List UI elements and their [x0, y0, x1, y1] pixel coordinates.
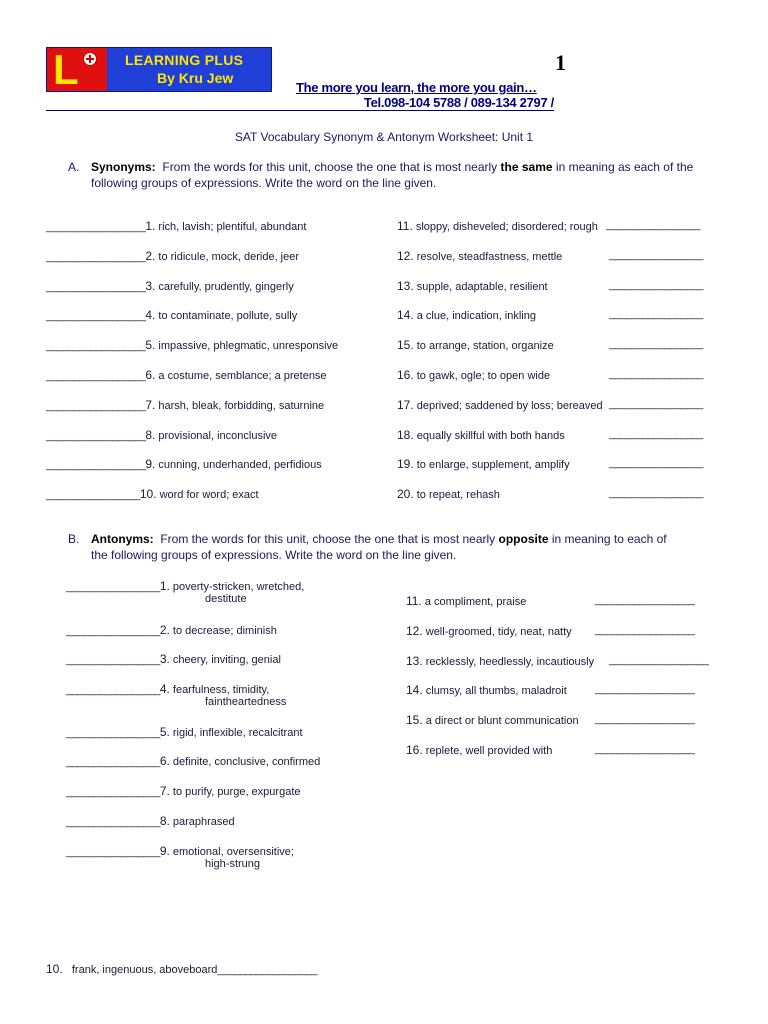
antonym-item-left [66, 784, 301, 798]
answer-blank[interactable]: _________________ [46, 489, 140, 502]
worksheet-title: SAT Vocabulary Synonym & Antonym Worksheet: Unit 1 [234, 130, 534, 144]
item-clue: frank, ingenuous, aboveboard [71, 964, 218, 976]
item-clue: a costume, semblance; a pretense [158, 370, 327, 382]
synonym-item-right [397, 487, 500, 501]
item-number: 14. [406, 683, 423, 697]
telephone: Tel.098-104 5788 / 089-134 2797 / [363, 95, 554, 110]
section-a-text2: in meaning as each of the [555, 160, 694, 174]
item-clue: equally skillful with both hands [416, 429, 565, 442]
item-number: 8. [145, 427, 156, 442]
item-clue: resolve, steadfastness, mettle [416, 250, 563, 263]
synonym-item-left [46, 249, 299, 263]
synonym-item-left [46, 368, 327, 382]
item-clue: to repeat, rehash [416, 489, 500, 502]
synonym-item-right [397, 368, 550, 382]
item-clue: to decrease; diminish [172, 625, 277, 637]
antonym-item-right [406, 713, 579, 727]
item-number: 13. [406, 654, 423, 668]
item-clue: to enlarge, supplement, amplify [416, 459, 570, 472]
item-clue: impassive, phlegmatic, unresponsive [158, 340, 339, 353]
item-clue-continued: high-strung [205, 858, 261, 870]
item-clue: supple, adaptable, resilient [416, 280, 548, 293]
header-rule [46, 110, 554, 111]
section-a-text3: following groups of expressions. Write the word on the line given. [91, 176, 437, 190]
section-a-emph: the same [500, 160, 553, 174]
item-clue-continued: faintheartedness [205, 696, 287, 708]
answer-blank[interactable]: _________________ [66, 581, 160, 593]
item-clue: cunning, underhanded, perfidious [158, 459, 322, 472]
item-number: 5. [145, 338, 156, 353]
item-number: 3. [145, 278, 156, 293]
item-clue: a clue, indication, inkling [416, 310, 536, 323]
answer-blank[interactable]: __________________ [46, 250, 146, 263]
item-number: 6. [159, 754, 170, 768]
plus-icon [83, 52, 97, 66]
synonym-item-left [46, 308, 297, 322]
item-number: 12. [406, 624, 423, 638]
item-number: 17. [397, 397, 414, 412]
answer-blank[interactable]: _________________ [66, 654, 160, 666]
item-clue: word for word; exact [159, 489, 259, 502]
item-number: 16. [406, 743, 423, 757]
answer-blank[interactable]: _________________ [609, 338, 703, 351]
section-b-label: Antonyms: [91, 532, 154, 546]
synonym-item-left [46, 487, 259, 501]
answer-blank[interactable]: _________________ [609, 368, 703, 380]
item-clue: emotional, oversensitive; [172, 846, 294, 858]
item-number: 4. [145, 308, 156, 323]
section-b-text1: From the words for this unit, choose the one that is most nearly [160, 532, 496, 546]
answer-blank[interactable]: __________________ [217, 964, 317, 976]
section-b-text2: in meaning to each of [551, 532, 667, 546]
synonym-item-right [397, 398, 603, 412]
item-number: 15. [406, 713, 423, 727]
item-clue: definite, conclusive, confirmed [172, 756, 321, 768]
answer-blank[interactable]: _________________ [66, 625, 160, 637]
synonym-item-right [397, 428, 565, 442]
answer-blank[interactable]: __________________ [46, 310, 146, 323]
item-clue: well-groomed, tidy, neat, natty [425, 626, 572, 638]
synonym-item-right [397, 219, 598, 233]
item-number: 2. [159, 623, 170, 637]
item-number: 7. [145, 397, 156, 412]
item-clue: carefully, prudently, gingerly [158, 280, 294, 293]
item-number: 13. [397, 278, 414, 293]
item-clue: rigid, inflexible, recalcitrant [172, 727, 303, 739]
antonym-item-left [66, 652, 281, 666]
item-clue: paraphrased [172, 816, 235, 828]
logo-subtitle: By Kru Jew [157, 70, 234, 86]
section-b-instructions [91, 531, 731, 563]
answer-blank[interactable]: __________________ [595, 624, 695, 636]
motto: The more you learn, the more you gain… [296, 80, 537, 95]
item-number: 9. [145, 457, 156, 472]
item-number: 2. [145, 248, 156, 263]
answer-blank[interactable]: __________________ [46, 340, 146, 353]
item-clue: to arrange, station, organize [416, 340, 554, 353]
item-clue: to ridicule, mock, deride, jeer [158, 250, 300, 263]
item-number: 15. [397, 338, 414, 353]
answer-blank[interactable]: _________________ [66, 816, 160, 828]
answer-blank[interactable]: __________________ [46, 459, 146, 472]
item-number: 9. [159, 844, 170, 858]
antonym-item-left [66, 725, 303, 739]
item-number: 5. [159, 725, 170, 739]
synonym-item-left [46, 279, 294, 293]
answer-blank[interactable]: _________________ [609, 487, 703, 500]
answer-blank[interactable]: __________________ [595, 743, 695, 755]
answer-blank[interactable]: _________________ [609, 308, 703, 321]
item-clue: provisional, inconclusive [158, 429, 278, 442]
section-a-instructions [91, 159, 731, 191]
answer-blank[interactable]: _________________ [66, 786, 160, 798]
answer-blank[interactable]: _________________ [609, 457, 703, 470]
item-clue: replete, well provided with [425, 745, 553, 757]
section-b-letter: B. [68, 532, 80, 546]
antonym-item-left [66, 579, 304, 593]
item-number: 10. [139, 487, 157, 502]
item-number: 3. [159, 652, 170, 666]
item-clue: harsh, bleak, forbidding, saturnine [158, 399, 325, 412]
page-number: 1 [555, 50, 566, 75]
section-a-text1: From the words for this unit, choose the one that is most nearly [162, 160, 498, 174]
answer-blank[interactable]: __________________ [46, 429, 146, 442]
answer-blank[interactable]: __________________ [46, 280, 146, 293]
antonym-item-left [66, 814, 235, 828]
item-clue: rich, lavish; plentiful, abundant [158, 221, 307, 233]
item-clue: to contaminate, pollute, sully [158, 310, 298, 323]
item-number: 16. [397, 368, 414, 382]
item-clue: to purify, purge, expurgate [172, 786, 301, 798]
item-clue: a direct or blunt communication [425, 715, 579, 727]
antonym-item-right [406, 683, 567, 697]
antonym-item-right [406, 594, 526, 608]
synonym-item-right [397, 279, 548, 293]
answer-blank[interactable]: _________________ [609, 397, 703, 410]
antonym-item-10 [46, 962, 317, 976]
synonym-item-right [397, 308, 536, 322]
answer-blank[interactable]: _________________ [66, 846, 160, 858]
item-clue: poverty-stricken, wretched, [172, 581, 305, 593]
synonym-item-left [46, 219, 306, 233]
item-clue: to gawk, ogle; to open wide [416, 370, 551, 382]
item-number: 20. [397, 487, 414, 502]
logo-title: LEARNING PLUS [125, 52, 244, 68]
learning-plus-logo [46, 47, 272, 92]
item-number: 8. [159, 814, 170, 828]
section-a-letter: A. [68, 160, 80, 174]
item-number: 14. [397, 308, 414, 323]
item-clue-continued: destitute [205, 593, 247, 605]
item-number: 7. [159, 784, 170, 798]
synonym-item-left [46, 398, 324, 412]
answer-blank[interactable]: _________________ [609, 278, 703, 291]
answer-blank[interactable]: __________________ [595, 683, 695, 695]
answer-blank[interactable]: _________________ [66, 756, 160, 768]
synonym-item-right [397, 457, 570, 471]
item-number: 11. [397, 219, 413, 233]
item-number: 18. [397, 427, 414, 442]
answer-blank[interactable]: __________________ [609, 654, 709, 666]
antonym-item-left [66, 754, 320, 768]
answer-blank[interactable]: __________________ [46, 399, 146, 412]
section-b-text3: the following groups of expressions. Write the word on the line given. [91, 548, 457, 562]
item-number: 12. [397, 248, 414, 263]
item-number: 4. [159, 682, 170, 696]
item-clue: cheery, inviting, genial [172, 654, 281, 666]
item-number: 11. [406, 594, 422, 608]
answer-blank[interactable]: _________________ [609, 248, 703, 261]
answer-blank[interactable]: _________________ [606, 219, 700, 231]
item-clue: deprived; saddened by loss; bereaved [416, 399, 603, 412]
synonym-item-left [46, 457, 322, 471]
item-clue: recklessly, heedlessly, incautiously [425, 656, 595, 668]
antonym-item-right [406, 743, 552, 757]
synonym-item-left [46, 428, 277, 442]
item-clue: a compliment, praise [424, 596, 527, 608]
item-number: 19. [397, 457, 414, 472]
answer-blank[interactable]: __________________ [46, 221, 146, 233]
answer-blank[interactable]: __________________ [46, 370, 146, 382]
item-number: 1. [159, 579, 170, 593]
antonym-item-left [66, 844, 294, 858]
synonym-item-right [397, 338, 554, 352]
section-a-label: Synonyms: [91, 160, 156, 174]
section-b-emph: opposite [498, 532, 549, 546]
item-clue: clumsy, all thumbs, maladroit [425, 685, 567, 697]
answer-blank[interactable]: _________________ [66, 727, 160, 739]
item-clue: fearfulness, timidity, [172, 684, 270, 696]
item-number: 6. [145, 368, 156, 382]
answer-blank[interactable]: _________________ [66, 684, 160, 696]
logo-letter: L [53, 46, 79, 93]
antonym-item-left [66, 623, 277, 637]
synonym-item-left [46, 338, 338, 352]
synonym-item-right [397, 249, 562, 263]
antonym-item-right [406, 654, 594, 668]
antonym-item-left [66, 682, 269, 696]
antonym-item-right [406, 624, 572, 638]
answer-blank[interactable]: _________________ [609, 427, 703, 440]
item-clue: sloppy, disheveled; disordered; rough [415, 221, 598, 233]
answer-blank[interactable]: __________________ [595, 713, 695, 725]
answer-blank[interactable]: __________________ [595, 594, 695, 606]
item-number: 1. [145, 219, 156, 233]
item-number: 10. [46, 962, 63, 976]
